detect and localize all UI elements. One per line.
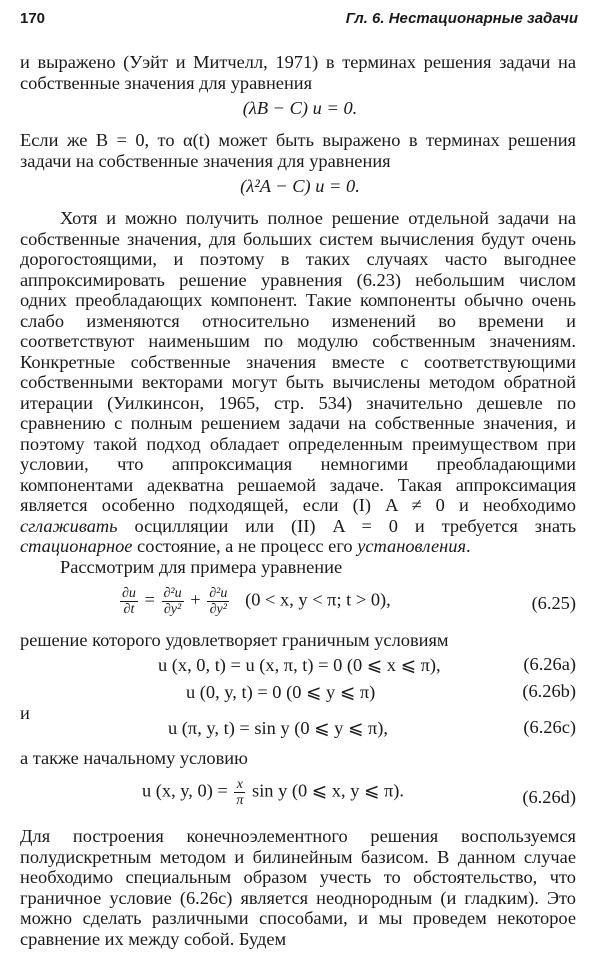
paragraph-3-italic-2: стационарное (20, 536, 133, 556)
running-title: Гл. 6. Нестационарные задачи (345, 10, 578, 27)
equation-number-6-26b: (6.26b) (522, 681, 576, 701)
equation-number-6-26c: (6.26c) (523, 717, 576, 737)
equation-number-6-26d: (6.26d) (522, 787, 576, 807)
equation-6-26d (142, 777, 404, 808)
equation-1-text: (λB − C) u = 0. (242, 98, 358, 118)
fraction-x-pi: $\frac{x}{\pi}$ (236, 777, 244, 808)
equation-1 (0, 97, 600, 119)
equation-6-26a: u (x, 0, t) = u (x, π, t) = 0 (0 ⩽ x ⩽ π), (158, 655, 441, 675)
paragraph-5: решение которого удовлетворяет граничным условиям (20, 630, 449, 650)
paragraph-3-text-c: состояние, а не процесс его (132, 536, 358, 556)
conjunction-and: и (20, 703, 30, 723)
equation-6-26d-rhs: sin y (0 ⩽ x, y ⩽ π). (252, 780, 405, 801)
page-number: 170 (20, 10, 46, 27)
equation-2 (0, 175, 600, 197)
paragraph-7: Для построения конечноэлементного решения воспользуемся полудискретным методом и билинейным базисом. В данном случае необходимо специальным образом учесть то обстоятельство, что граничное условие (6.26c) является неоднородным (и гладким). Это можно сделать различными способами, и мы проведем некоторое сравнение их между собой. Будем (20, 826, 576, 949)
paragraph-1: и выражено (Уэйт и Митчелл, 1971) в терминах решения задачи на собственные значения для уравнения (20, 52, 576, 93)
paragraph-3-italic-1: сглаживать (20, 515, 118, 536)
paragraph-3-italic-3: установления (357, 536, 467, 556)
equation-2-text: (λ²A − C) u = 0. (240, 176, 360, 196)
equation-6-25: $\frac{\partial u}{\partial t}$ = $\frac{\text{∂²u}}{\text{∂y²}}$ + $\frac{\text{∂²u}}{\text{∂y²}}$ (0 < x, y < π; t > 0), (122, 586, 391, 617)
paragraph-3-text-d: . (466, 536, 471, 556)
equation-6-26d-lhs: u (x, y, 0) = (142, 780, 228, 801)
paragraph-4: Рассмотрим для примера уравнение (60, 557, 343, 577)
equation-6-25-condition: (0 < x, y < π; t > 0), (245, 589, 391, 610)
equation-number-6-26a: (6.26a) (523, 654, 576, 674)
page-header (20, 10, 578, 32)
fraction-d2u-dy2-b: $\frac{\text{∂²u}}{\text{∂y²}}$ (209, 586, 228, 617)
fraction-du-dt: $\frac{\partial u}{\partial t}$ (122, 586, 136, 617)
fraction-d2u-dy2-a: $\frac{\text{∂²u}}{\text{∂y²}}$ (163, 586, 182, 617)
paragraph-3 (20, 208, 576, 557)
equation-6-26c: u (π, y, t) = sin y (0 ⩽ y ⩽ π), (168, 718, 388, 738)
paragraph-6: а также начальному условию (20, 748, 248, 768)
equation-6-26b: u (0, y, t) = 0 (0 ⩽ y ⩽ π) (186, 682, 376, 702)
equation-number-6-25: (6.25) (531, 593, 576, 613)
paragraph-3-text-a: Хотя и можно получить полное решение отдельной задачи на собственные значения, для больших систем вычисления будут очень дорогостоящими, и поэтому в таких случаях часто выгоднее аппроксимировать решение уравнения (6.23) небольшим числом одних преобладающих компонент. Такие компоненты обычно очень слабо изменяются относительно изменений во времени и соответствуют наименьшим по модулю собственным значениям. Конкретные собственные значения вместе с соответствующими собственными векторами могут быть вычислены методом обратной итерации (Уилкинсон, 1965, стр. 534) значительно дешевле по сравнению с полным решением задачи на собственные значения, и поэтому такой подход обладает определенным преимуществом при условии, что аппроксимация немногими преобладающими компонентами адекватна решаемой задаче. Такая аппроксимация является особенно подходящей, если (I) A ≠ 0 и необходимо (20, 208, 576, 515)
paragraph-2: Если же B = 0, то α(t) может быть выражено в терминах решения задачи на собственные значения для уравнения (20, 130, 576, 171)
paragraph-3-text-b: осцилляции или (II) A = 0 и требуется знать (117, 515, 576, 536)
